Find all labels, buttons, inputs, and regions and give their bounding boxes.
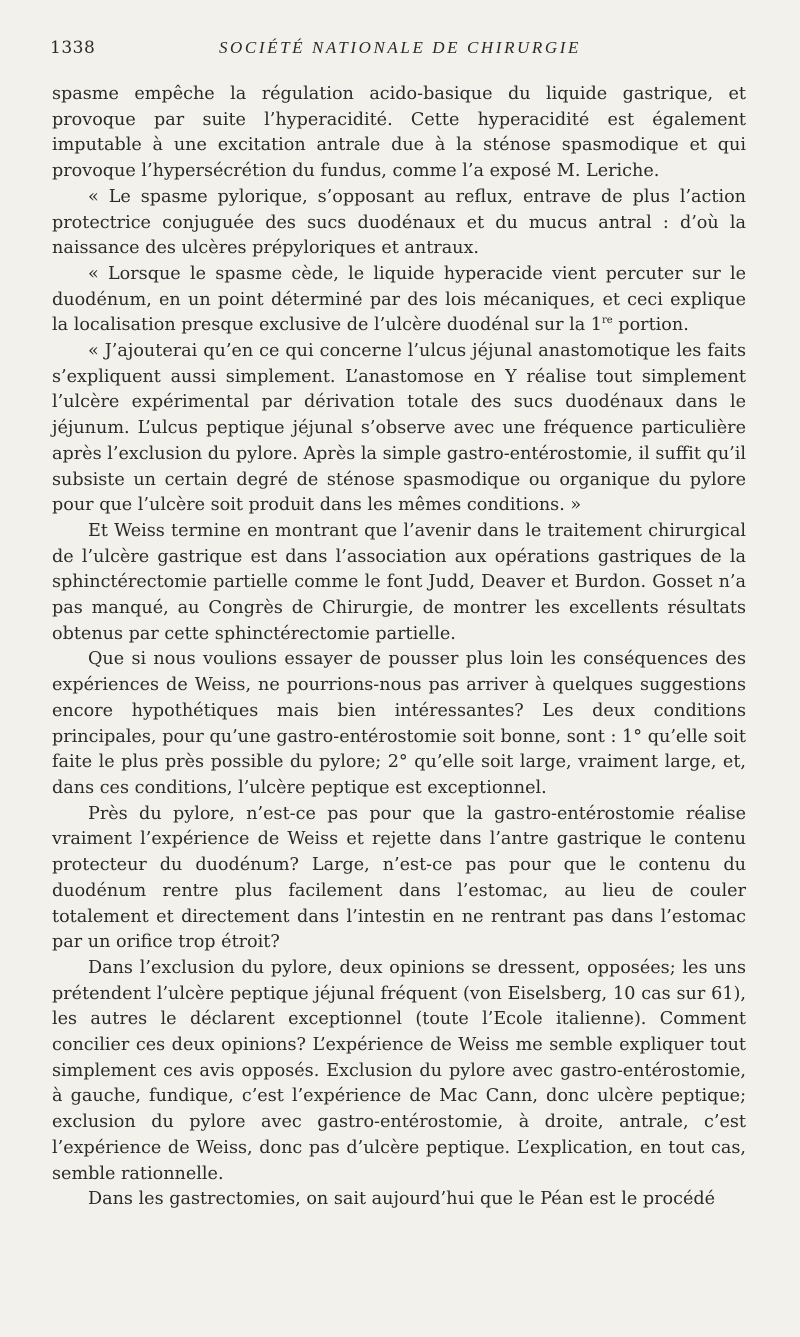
paragraph-7: Près du pylore, n’est-ce pas pour que la gastro-entérostomie réalise vraiment l’expérience de Weiss et rejette dans l’antre gastrique le contenu protecteur du duodénum? Large, n’est-ce pas pour que le contenu du duodénum rentre plus facilement dans l’estomac, au lieu de couler totalement et directement dans l’intestin en ne rentrant pas dans l’estomac par un orifice trop étroit? [52, 803, 746, 953]
page-header [50, 38, 750, 68]
page-number: 1338 [50, 38, 96, 58]
paragraph-6: Que si nous voulions essayer de pousser plus loin les conséquences des expériences de Weiss, ne pourrions-nous pas arriver à quelques suggestions encore hypothétiques mais bien intéressantes? Les deux conditions principales, pour qu’une gastro-entérostomie soit bonne, sont : 1° qu’elle soit faite le plus près possible du pylore; 2° qu’elle soit large, vraiment large, et, dans ces conditions, l’ulcère peptique est exceptionnel. [52, 649, 746, 798]
superscript-re: re [602, 315, 613, 327]
paragraph-3-tail: portion. [612, 315, 689, 336]
paragraph-5: Et Weiss termine en montrant que l’avenir dans le traitement chirurgical de l’ulcère gastrique est dans l’association aux opérations gastriques de la sphinctérectomie partielle comme le font Judd, Deaver et Burdon. Gosset n’a pas manqué, au Congrès de Chirurgie, de montrer les excellents résultats obtenus par cette sphinctérectomie partielle. [52, 520, 746, 644]
paragraph-9: Dans les gastrectomies, on sait aujourd’hui que le Péan est le procédé [88, 1189, 716, 1210]
running-title: SOCIÉTÉ NATIONALE DE CHIRURGIE [218, 38, 582, 57]
paragraph-8: Dans l’exclusion du pylore, deux opinions se dressent, opposées; les uns prétendent l’ulcère peptique jéjunal fréquent (von Eiselsberg, 10 cas sur 61), les autres le déclarent exceptionnel (toute l’Ecole italienne). Comment concilier ces deux opinions? L’expérience de Weiss me semble expliquer tout simplement ces avis opposés. Exclusion du pylore avec gastro-entérostomie, à gauche, fundique, c’est l’expérience de Mac Cann, donc ulcère peptique; exclusion du pylore avec gastro-entérostomie, à droite, antrale, c’est l’expérience de Weiss, donc pas d’ulcère peptique. L’explication, en tout cas, semble rationnelle. [52, 957, 746, 1184]
body-text [52, 82, 746, 1213]
paragraph-3 [52, 262, 746, 339]
paragraph-1: spasme empêche la régulation acido-basique du liquide gastrique, et provoque par suite l’hyperacidité. Cette hyperacidité est également imputable à une excitation antrale due à la sténose spasmodique et qui provoque l’hypersécrétion du fundus, comme l’a exposé M. Leriche. [52, 84, 746, 182]
paragraph-4: « J’ajouterai qu’en ce qui concerne l’ulcus jéjunal anastomotique les faits s’expliquent aussi simplement. L’anastomose en Y réalise tout simplement l’ulcère expérimental par dérivation totale des sucs duodénaux dans le jéjunum. L’ulcus peptique jéjunal s’observe avec une fréquence particulière après l’exclusion du pylore. Après la simple gastro-entérostomie, il suffit qu’il subsiste un certain degré de sténose spasmodique ou organique du pylore pour que l’ulcère soit produit dans les mêmes conditions. » [52, 341, 746, 516]
paragraph-2: « Le spasme pylorique, s’opposant au reflux, entrave de plus l’action protectrice conjuguée des sucs duodénaux et du mucus antral : d’où la naissance des ulcères prépyloriques et antraux. [52, 186, 746, 259]
paragraph-3-text: « Lorsque le spasme cède, le liquide hyperacide vient percuter sur le duodénum, en un point déterminé par des lois mécaniques, et ceci explique la localisation presque exclusive de l’ulcère duodénal sur la 1 [52, 263, 746, 336]
